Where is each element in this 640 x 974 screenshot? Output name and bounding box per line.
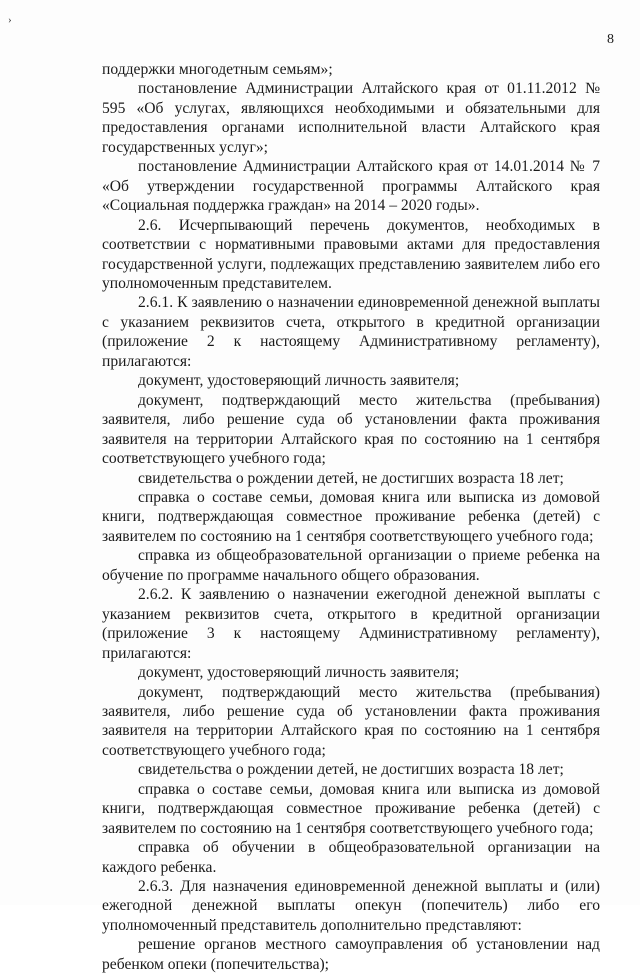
list-item: справка о составе семьи, домовая книга или выписка из домовой книги, подтверждающая совместное проживание ребенка (детей) с заявителем по состоянию на 1 сентября соответствующего учебного года; xyxy=(102,780,600,837)
list-item: решение органов местного самоуправления об установлении над ребенком опеки (попечительства); xyxy=(102,936,600,973)
paragraph: постановление Администрации Алтайского края от 14.01.2014 № 7 «Об утверждении государственной программы Алтайского края «Социальная поддержка граждан» на 2014 – 2020 годы». xyxy=(102,158,600,215)
paragraph: поддержки многодетным семьям»; xyxy=(102,61,333,78)
list-item: свидетельства о рождении детей, не достигших возраста 18 лет; xyxy=(138,469,564,487)
page-number: 8 xyxy=(607,32,614,47)
list-item: документ, удостоверяющий личность заявителя; xyxy=(138,372,460,390)
paragraph: постановление Администрации Алтайского края от 01.11.2012 № 595 «Об услугах, являющихся необходимыми и обязательными для предоставления органами исполнительной власти Алтайского края государственных услуг»; xyxy=(102,80,600,156)
list-item: документ, удостоверяющий личность заявителя; xyxy=(138,664,460,682)
list-item: справка об обучении в общеобразовательной организации на каждого ребенка. xyxy=(102,839,600,876)
document-body xyxy=(102,60,600,974)
margin-mark: › xyxy=(8,14,12,26)
list-item: свидетельства о рождении детей, не достигших возраста 18 лет; xyxy=(138,761,564,779)
list-item: справка из общеобразовательной организации о приеме ребенка на обучение по программе начального общего образования. xyxy=(102,547,600,584)
paragraph: 2.6.3. Для назначения единовременной денежной выплаты и (или) ежегодной денежной выплаты опекун (попечитель) либо его уполномоченный представитель дополнительно представляют: xyxy=(102,878,600,934)
paragraph: 2.6.1. К заявлению о назначении единовременной денежной выплаты с указанием реквизитов счета, открытого в кредитной организации (приложение 2 к настоящему Административному регламенту), прилагаются: xyxy=(102,294,600,370)
list-item: документ, подтверждающий место жительства (пребывания) заявителя, либо решение суда об установлении факта проживания заявителя на территории Алтайского края по состоянию на 1 сентября соответствующего учебного года; xyxy=(102,391,600,468)
list-item: справка о составе семьи, домовая книга или выписка из домовой книги, подтверждающая совместное проживание ребенка (детей) с заявителем по состоянию на 1 сентября соответствующего учебного года; xyxy=(102,488,600,545)
section-heading: 2.6. Исчерпывающий перечень документов, необходимых в соответствии с нормативными правовыми актами для предоставления государственной услуги, подлежащих представлению заявителем либо его уполномоченным представителем. xyxy=(102,216,600,292)
list-item: документ, подтверждающий место жительства (пребывания) заявителя, либо решение суда об установлении факта проживания заявителя на территории Алтайского края по состоянию на 1 сентября соответствующего учебного года; xyxy=(102,683,600,759)
paragraph: 2.6.2. К заявлению о назначении ежегодной денежной выплаты с указанием реквизитов счета, открытого в кредитной организации (приложение 3 к настоящему Административному регламенту), прилагаются: xyxy=(102,586,600,662)
